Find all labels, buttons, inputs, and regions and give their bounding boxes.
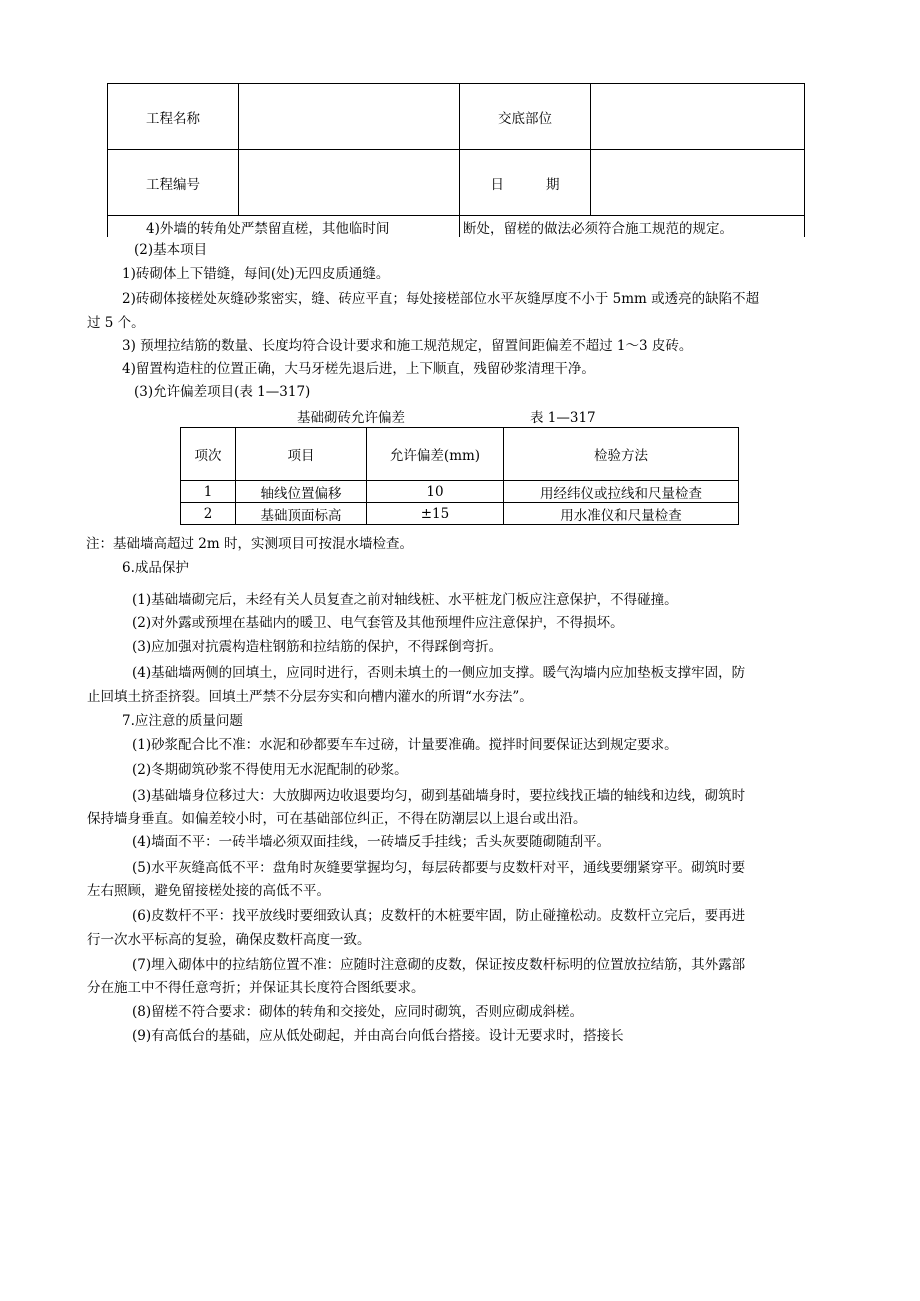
caption-number: 表 1—317 xyxy=(530,410,596,426)
project-no-label: 工程编号 xyxy=(108,150,239,216)
date-label-part: 期 xyxy=(546,176,560,193)
basic-item-2-line2: 过 5 个。 xyxy=(87,315,145,331)
protection-heading: 6.成品保护 xyxy=(122,560,189,576)
quality-item-7-line2: 分在施工中不得任意弯折；并保证其长度符合图纸要求。 xyxy=(87,980,425,996)
table-cell: 用经纬仪或拉线和尺量检查 xyxy=(504,481,739,503)
quality-item-7-line1: (7)埋入砌体中的拉结筋位置不准：应随时注意砌的皮数，保证按皮数杆标明的位置放拉结筋，其外露部 xyxy=(132,957,746,973)
deviation-table xyxy=(180,427,739,525)
table-cell: ±15 xyxy=(367,503,504,525)
protection-item-2: (2)对外露或预埋在基础内的暖卫、电气套管及其他预埋件应注意保护，不得损坏。 xyxy=(132,615,624,631)
quality-item-1: (1)砂浆配合比不准：水泥和砂都要车车过磅，计量要准确。搅拌时间要保证达到规定要求。 xyxy=(132,737,678,753)
handover-part-label: 交底部位 xyxy=(460,84,591,150)
quality-item-3-line1: (3)基础墙身位移过大：大放脚两边收退要均匀，砌到基础墙身时，要拉线找正墙的轴线和边线，砌筑时 xyxy=(132,788,746,804)
caption-title: 基础砌砖允许偏差 xyxy=(297,410,405,426)
protection-item-3: (3)应加强对抗震构造柱钢筋和拉结筋的保护，不得踩倒弯折。 xyxy=(132,639,503,655)
basic-item-4: 4)留置构造柱的位置正确，大马牙槎先退后进，上下顺直，残留砂浆清理干净。 xyxy=(122,361,595,377)
column-header: 项次 xyxy=(181,428,236,481)
handover-part-value[interactable] xyxy=(591,84,805,150)
table-cell: 2 xyxy=(181,503,236,525)
table-cell: 1 xyxy=(181,481,236,503)
quality-item-2: (2)冬期砌筑砂浆不得使用无水泥配制的砂浆。 xyxy=(132,762,408,778)
column-header: 检验方法 xyxy=(504,428,739,481)
quality-item-6-line2: 行一次水平标高的复验，确保皮数杆高度一致。 xyxy=(87,932,371,948)
quality-heading: 7.应注意的质量问题 xyxy=(122,713,243,729)
basic-item-1: 1)砖砌体上下错缝，每间(处)无四皮质通缝。 xyxy=(122,266,390,282)
date-label-part: 日 xyxy=(490,176,504,193)
header-info-table xyxy=(107,83,805,237)
deviation-heading: (3)允许偏差项目(表 1—317) xyxy=(134,384,311,400)
continuation-right: 断处，留槎的做法必须符合施工规范的规定。 xyxy=(460,216,805,238)
quality-item-4: (4)墙面不平：一砖半墙必须双面挂线，一砖墙反手挂线；舌头灰要随砌随刮平。 xyxy=(132,834,611,850)
column-header: 项目 xyxy=(236,428,367,481)
basic-item-2-line1: 2)砖砌体接槎处灰缝砂浆密实，缝、砖应平直；每处接槎部位水平灰缝厚度不小于 5mm 或透亮的缺陷不超 xyxy=(122,291,760,307)
table-cell: 用水准仪和尺量检查 xyxy=(504,503,739,525)
quality-item-9: (9)有高低台的基础，应从低处砌起，并由高台向低台搭接。设计无要求时，搭接长 xyxy=(132,1028,624,1044)
project-name-label: 工程名称 xyxy=(108,84,239,150)
table-cell: 基础顶面标高 xyxy=(236,503,367,525)
column-header: 允许偏差(mm) xyxy=(367,428,504,481)
date-value[interactable] xyxy=(591,150,805,216)
table-cell: 10 xyxy=(367,481,504,503)
project-name-value[interactable] xyxy=(239,84,460,150)
deviation-note: 注：基础墙高超过 2m 时，实测项目可按混水墙检查。 xyxy=(86,536,413,552)
header-row xyxy=(108,84,805,150)
quality-item-5-line1: (5)水平灰缝高低不平：盘角时灰缝要掌握均匀，每层砖都要与皮数杆对平，通线要绷紧穿平。砌筑时要 xyxy=(132,860,746,876)
date-label xyxy=(460,150,591,216)
basic-item-3: 3) 预埋拉结筋的数量、长度均符合设计要求和施工规范规定，留置间距偏差不超过 1～3 皮砖。 xyxy=(122,338,693,354)
quality-item-6-line1: (6)皮数杆不平：找平放线时要细致认真；皮数杆的木桩要牢固，防止碰撞松动。皮数杆立完后，要再进 xyxy=(132,908,746,924)
table-cell: 轴线位置偏移 xyxy=(236,481,367,503)
protection-item-1: (1)基础墙砌完后，未经有关人员复查之前对轴线桩、水平桩龙门板应注意保护，不得碰撞。 xyxy=(132,592,678,608)
protection-item-4-line2: 止回填土挤歪挤裂。回填土严禁不分层夯实和向槽内灌水的所谓“水夯法”。 xyxy=(87,689,533,705)
protection-item-4-line1: (4)基础墙两侧的回填土，应同时进行，否则未填土的一侧应加支撑。暖气沟墙内应加垫板支撑牢固，防 xyxy=(132,665,746,681)
table-row xyxy=(181,503,739,525)
quality-item-5-line2: 左右照顾，避免留接槎处接的高低不平。 xyxy=(87,883,330,899)
continuation-left: 4)外墙的转角处严禁留直槎，其他临时间 xyxy=(108,216,460,238)
basic-items-heading: (2)基本项目 xyxy=(134,242,208,258)
quality-item-3-line2: 保持墙身垂直。如偏差较小时，可在基础部位纠正，不得在防潮层以上退台或出沿。 xyxy=(87,811,587,827)
table-row xyxy=(181,481,739,503)
header-continuation-row xyxy=(108,216,805,238)
header-row xyxy=(108,150,805,216)
quality-item-8: (8)留槎不符合要求：砌体的转角和交接处，应同时砌筑，否则应砌成斜槎。 xyxy=(132,1004,584,1020)
project-no-value[interactable] xyxy=(239,150,460,216)
deviation-table-header xyxy=(181,428,739,481)
